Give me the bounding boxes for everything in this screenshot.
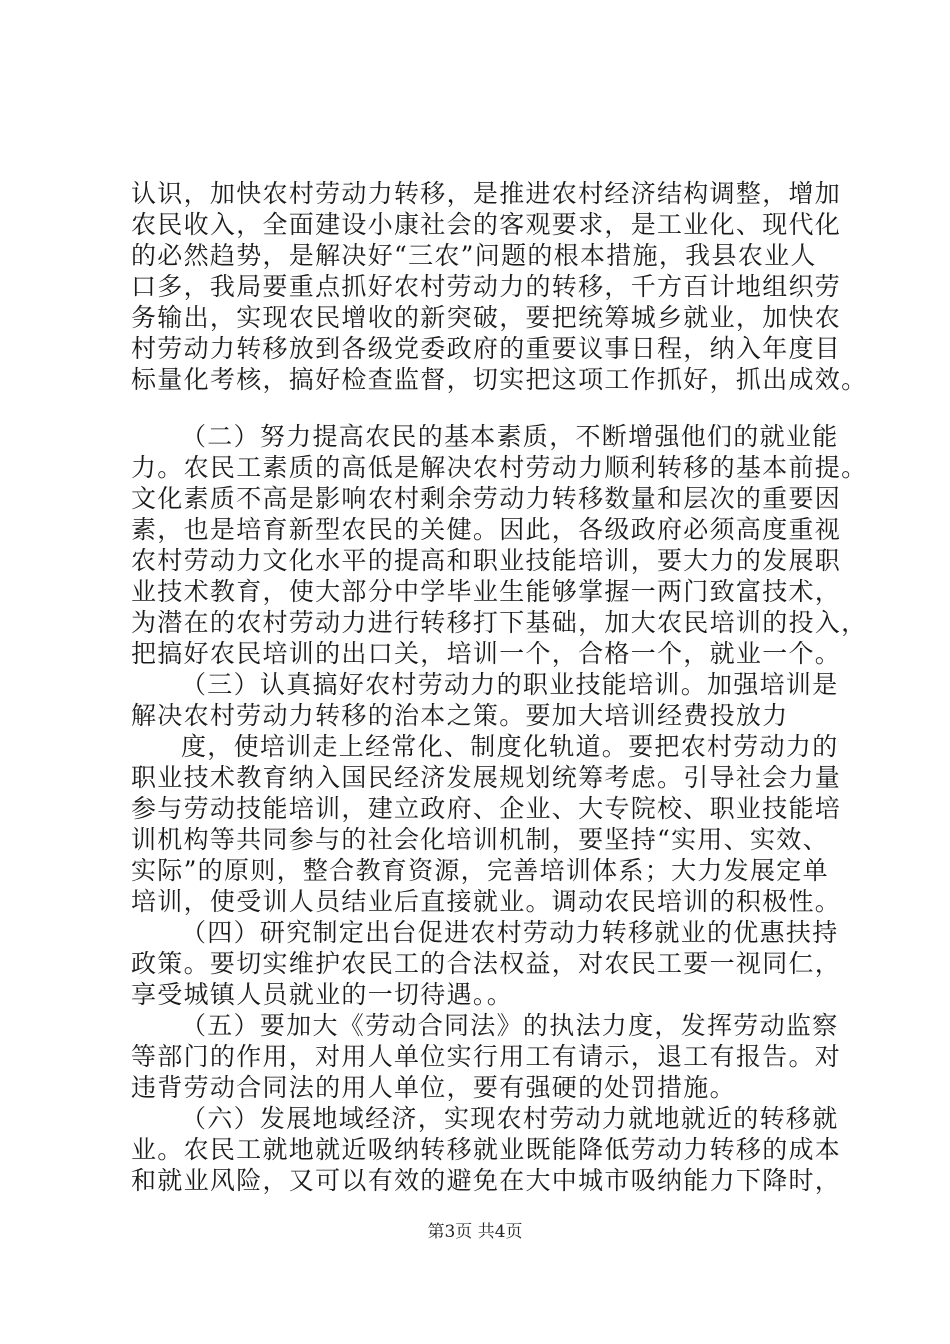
paragraph-line: 务输出，实现农民增收的新突破，要把统筹城乡就业，加快农 [131,303,842,332]
paragraph-line: 业技术教育，使大部分中学毕业生能够掌握一两门致富技术， [131,577,842,606]
paragraph-3 [131,669,839,731]
paragraph-line: 业。农民工就地就近吸纳转移就业既能降低劳动力转移的成本 [131,1135,842,1164]
paragraph-line: 度，使培训走上经常化、制度化轨道。要把农村劳动力的 [181,732,839,761]
paragraph-line: 和就业风险，又可以有效的避免在大中城市吸纳能力下降时， [131,1166,842,1195]
paragraph-line: 的必然趋势，是解决好“三农”问题的根本措施，我县农业人 [131,241,817,270]
paragraph-line: 等部门的作用，对用人单位实行用工有请示，退工有报告。对 [131,1042,842,1071]
paragraph-line: 培训，使受训人员结业后直接就业。调动农民培训的积极性。 [131,887,842,916]
paragraph-line: 参与劳动技能培训，建立政府、企业、大专院校、职业技能培 [131,794,842,823]
paragraph-line: （四）研究制定出台促进农村劳动力转移就业的优惠扶持 [181,918,839,947]
paragraph-line: 力。农民工素质的高低是解决农村劳动力顺利转移的基本前提。 [131,453,868,482]
paragraph-line: 职业技术教育纳入国民经济发展规划统筹考虑。引导社会力量 [131,763,842,792]
paragraph-line: 把搞好农民培训的出口关，培训一个，合格一个，就业一个。 [131,639,842,668]
paragraph-line: 实际”的原则，整合教育资源，完善培训体系；大力发展定单 [131,856,829,885]
paragraph-line: （五）要加大《劳动合同法》的执法力度，发挥劳动监察 [181,1011,839,1040]
paragraph-line: 口多，我局要重点抓好农村劳动力的转移，千方百计地组织劳 [131,272,842,301]
paragraph-2 [131,421,868,669]
paragraph-line: 解决农村劳动力转移的治本之策。要加大培训经费投放力 [131,701,789,730]
paragraph-line: 政策。要切实维护农民工的合法权益，对农民工要一视同仁， [131,949,842,978]
page-number-footer: 第3页 共4页 [427,1222,523,1242]
paragraph-line: 村劳动力转移放到各级党委政府的重要议事日程，纳入年度目 [131,334,842,363]
paragraph-1 [131,178,868,395]
paragraph-line: 训机构等共同参与的社会化培训机制，要坚持“实用、实效、 [131,825,829,854]
paragraph-line: 标量化考核，搞好检查监督，切实把这项工作抓好，抓出成效。 [131,365,868,394]
paragraph-line: 违背劳动合同法的用人单位，要有强硬的处罚措施。 [131,1073,736,1102]
paragraph-line: （二）努力提高农民的基本素质，不断增强他们的就业能 [181,422,839,451]
paragraph-line: 为潜在的农村劳动力进行转移打下基础，加大农民培训的投入， [131,608,868,637]
paragraph-line: （三）认真搞好农村劳动力的职业技能培训。加强培训是 [181,670,839,699]
paragraph-line: 文化素质不高是影响农村剩余劳动力转移数量和层次的重要因 [131,484,842,513]
paragraph-6 [131,1010,842,1103]
paragraph-4 [131,731,842,917]
paragraph-line: 农村劳动力文化水平的提高和职业技能培训，要大力的发展职 [131,546,842,575]
paragraph-line: （六）发展地域经济，实现农村劳动力就地就近的转移就 [181,1104,839,1133]
paragraph-7 [131,1103,842,1196]
paragraph-line: 享受城镇人员就业的一切待遇。。 [131,980,514,1009]
paragraph-line: 农民收入，全面建设小康社会的客观要求，是工业化、现代化 [131,210,842,239]
paragraph-5 [131,917,842,1010]
paragraph-line: 认识，加快农村劳动力转移，是推进农村经济结构调整，增加 [131,179,842,208]
paragraph-line: 素，也是培育新型农民的关健。因此，各级政府必须高度重视 [131,515,842,544]
